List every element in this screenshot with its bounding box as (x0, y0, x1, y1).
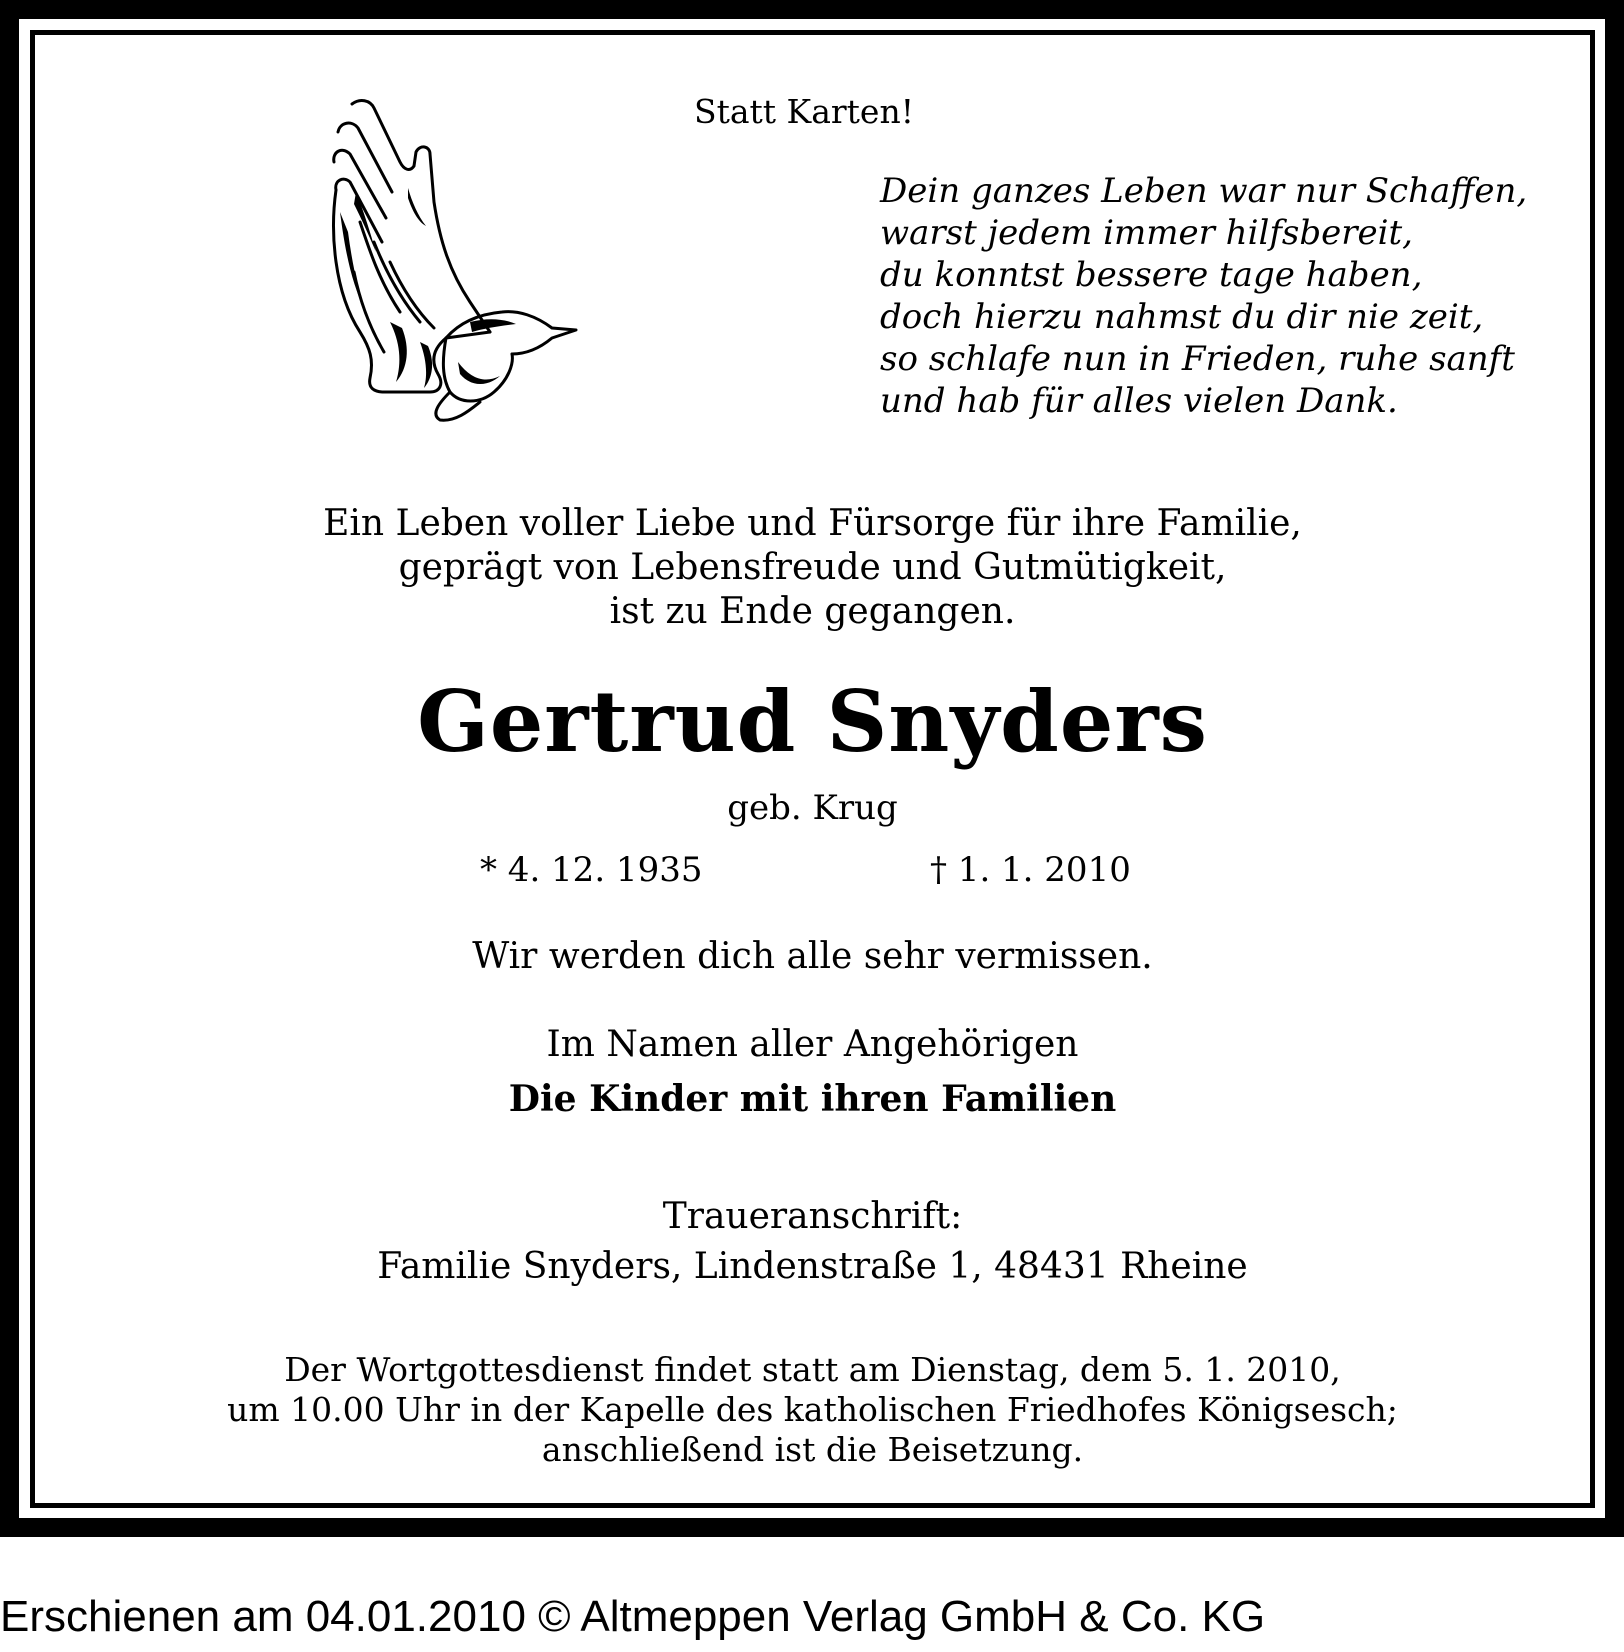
poem-line: Dein ganzes Leben war nur Schaffen, (880, 171, 1528, 211)
deceased-name: Gertrud Snyders (417, 672, 1208, 771)
service-line: anschließend ist die Beisetzung. (541, 1430, 1084, 1469)
service-line: Der Wortgottesdienst findet statt am Dienstag, dem 5. 1. 2010, (284, 1350, 1341, 1389)
death-date: † 1. 1. 2010 (930, 850, 1131, 890)
intro-line: geprägt von Lebensfreude und Gutmütigkeit, (398, 547, 1227, 588)
signatories: Die Kinder mit ihren Familien (508, 1078, 1117, 1120)
service-info (40, 1350, 1585, 1470)
poem-line: warst jedem immer hilfsbereit, (880, 213, 1413, 253)
farewell-text: Wir werden dich alle sehr vermissen. (472, 936, 1153, 977)
praying-hands-icon (330, 92, 580, 422)
publication-footer: Erschienen am 04.01.2010 © Altmeppen Verlag GmbH & Co. KG (0, 1592, 1266, 1641)
poem (880, 170, 1527, 422)
birth-date: * 4. 12. 1935 (480, 850, 703, 890)
intro-line: ist zu Ende gegangen. (609, 591, 1016, 632)
poem-line: doch hierzu nahmst du dir nie zeit, (880, 297, 1484, 337)
mourning-address: Familie Snyders, Lindenstraße 1, 48431 Rheine (377, 1246, 1248, 1287)
on-behalf-text: Im Namen aller Angehörigen (546, 1024, 1079, 1065)
maiden-name: geb. Krug (727, 788, 898, 828)
poem-line: und hab für alles vielen Dank. (880, 381, 1398, 421)
poem-line: so schlafe nun in Frieden, ruhe sanft (880, 339, 1515, 379)
poem-line: du konntst bessere tage haben, (880, 255, 1423, 295)
mourning-address-label: Traueranschrift: (662, 1196, 963, 1237)
intro-text (40, 502, 1585, 634)
intro-line: Ein Leben voller Liebe und Fürsorge für ihre Familie, (323, 503, 1302, 544)
service-line: um 10.00 Uhr in der Kapelle des katholischen Friedhofes Königsesch; (227, 1390, 1398, 1429)
notice-heading: Statt Karten! (694, 92, 914, 131)
